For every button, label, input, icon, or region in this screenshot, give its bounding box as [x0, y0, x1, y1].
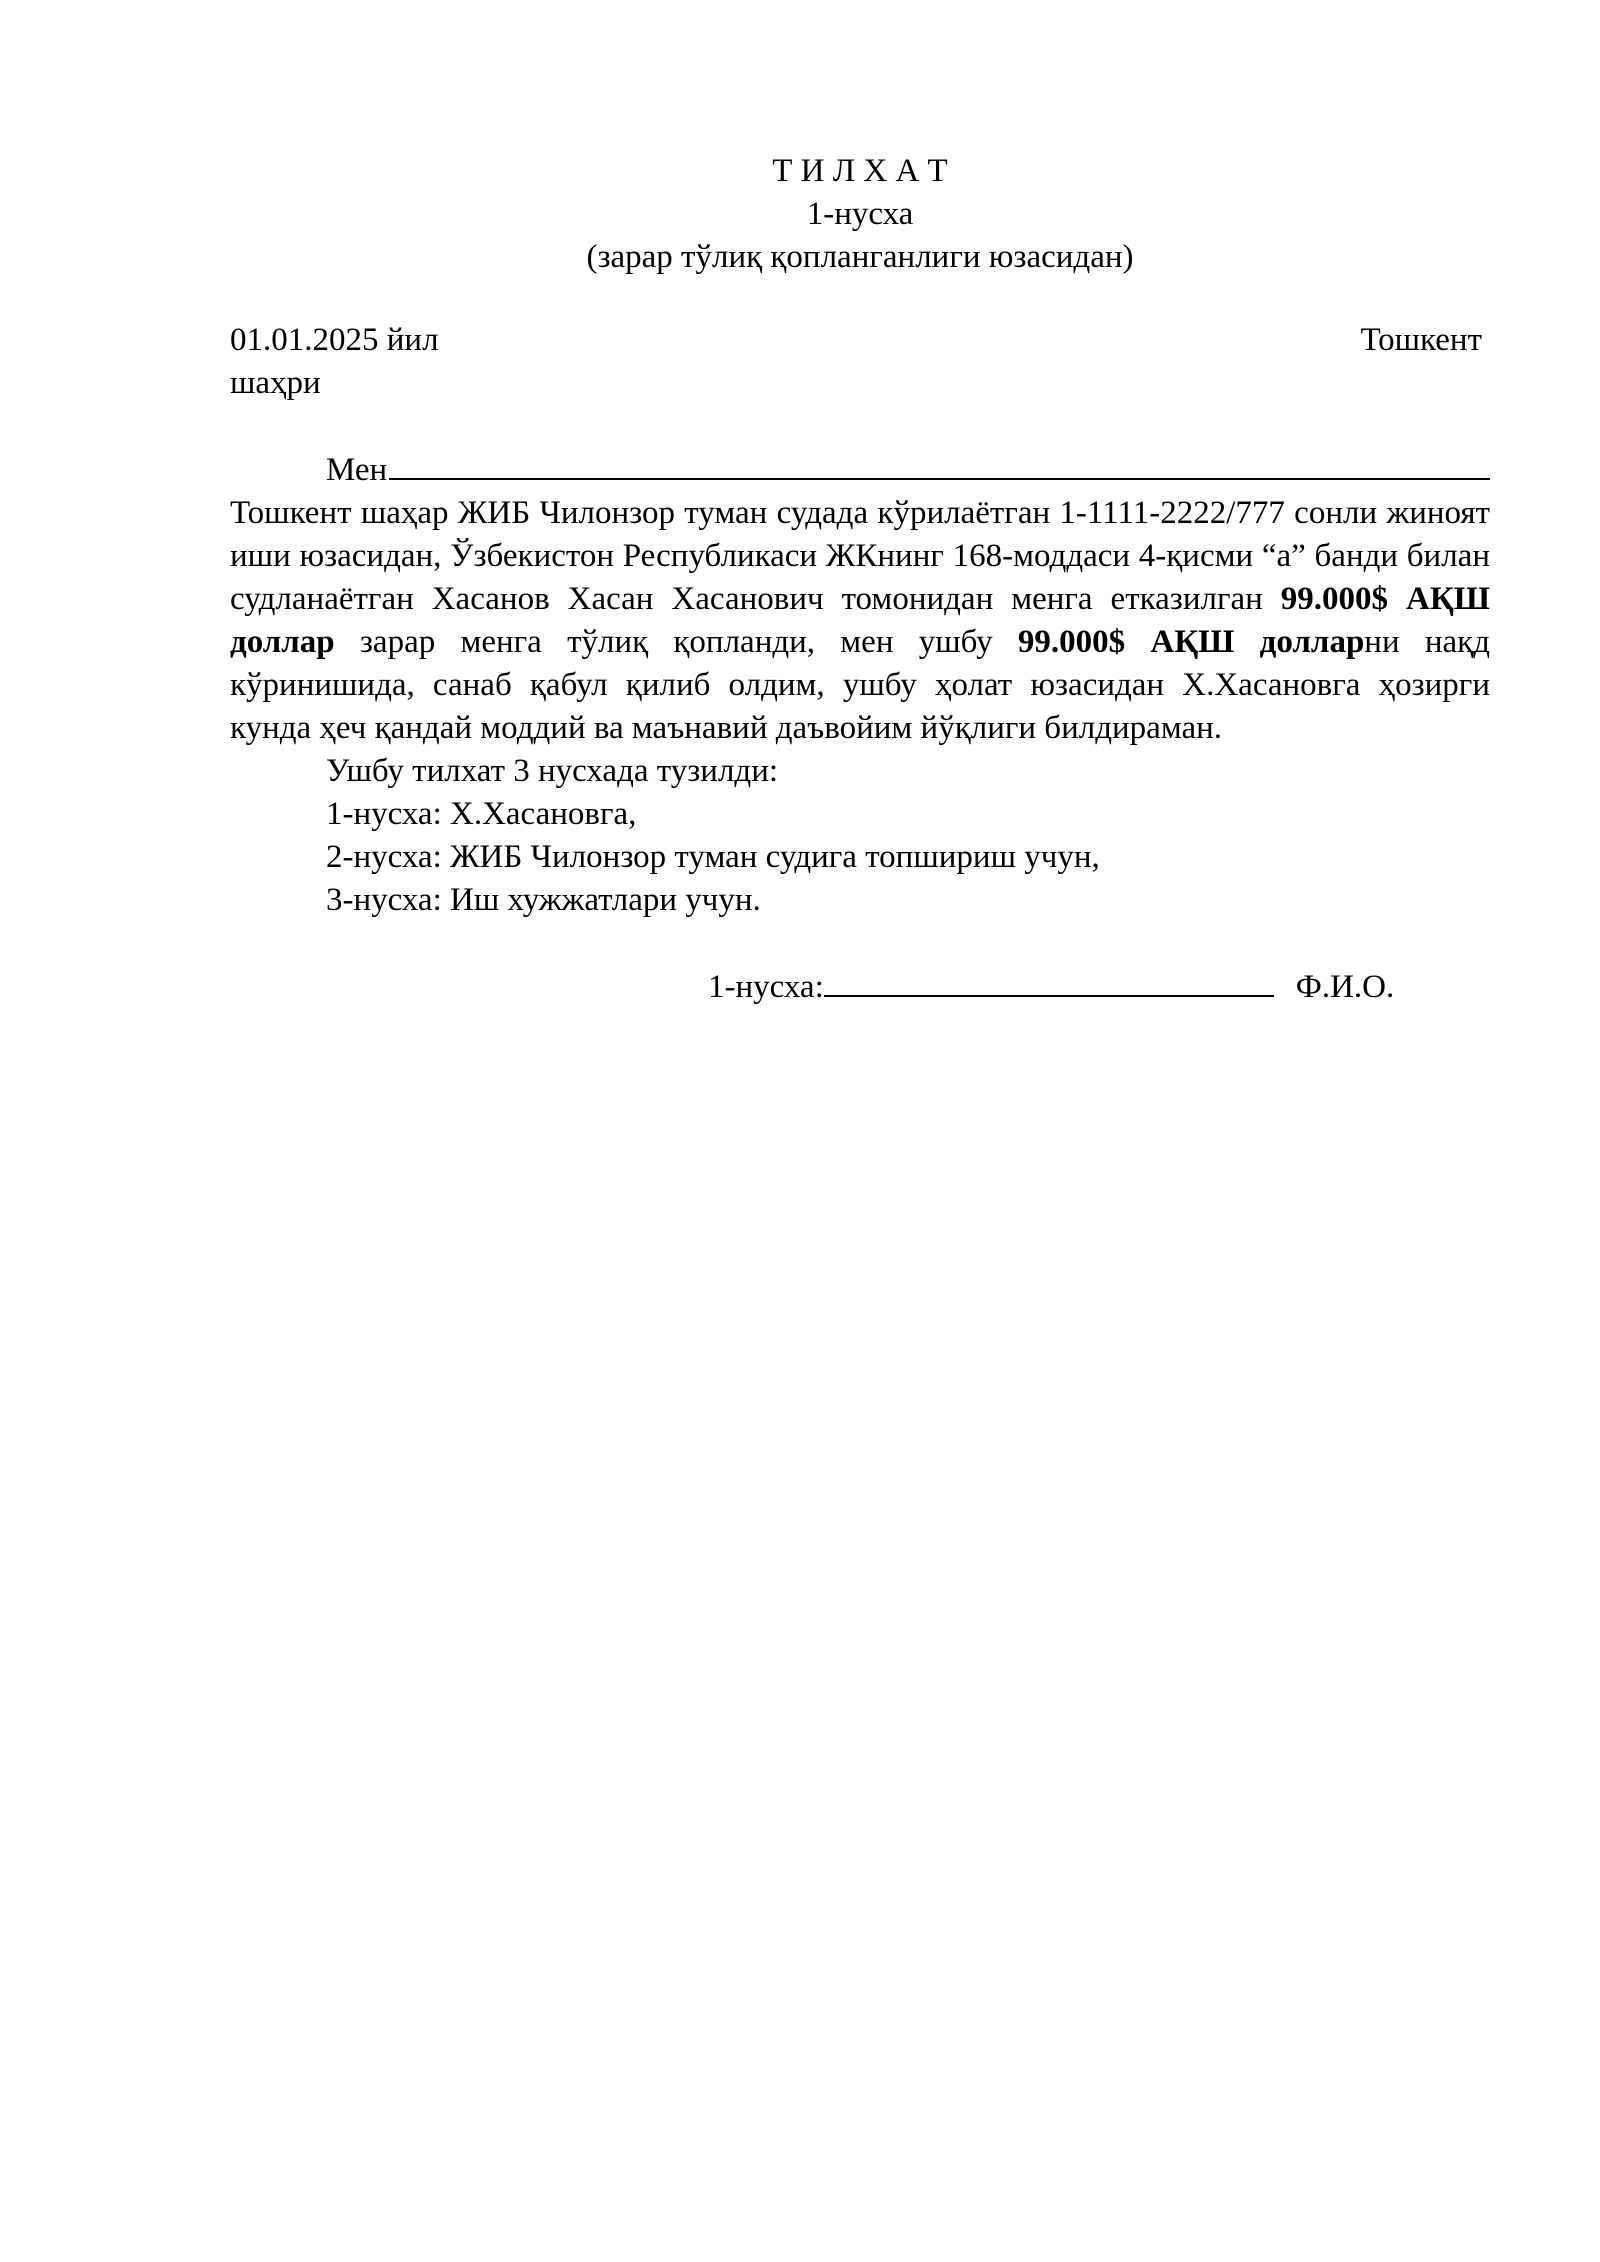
body-text-3: ни нақд кўринишида, санаб қабул қилиб олдим, ушбу ҳолат юзасидан Х.Хасановга ҳозирги кунда ҳеч қандай моддий ва маънавий даъвойим йўқлиги билдираман. — [230, 624, 1490, 746]
amount-2: 99.000$ АҚШ доллар — [1017, 624, 1365, 660]
copy-number: 1-нусха — [806, 196, 914, 232]
date-place-row — [230, 319, 1482, 362]
document-subtitle: (зарар тўлиқ қопланганлиги юзасидан) — [586, 239, 1134, 275]
body-text-2: зарар менга тўлиқ қопланди, мен ушбу — [334, 624, 1018, 660]
copy-1-line: 1-нусха: Х.Хасановга, — [326, 796, 637, 832]
document-date: 01.01.2025 йил — [230, 322, 439, 358]
signature-label: 1-нусха: — [708, 969, 824, 1005]
signature-name-label: Ф.И.О. — [1295, 969, 1395, 1005]
title-block — [230, 150, 1490, 279]
city-suffix: шаҳри — [230, 365, 321, 401]
city-name: Тошкент — [1360, 322, 1482, 358]
body-text-1: Тошкент шаҳар ЖИБ Чилонзор туман судада кўрилаётган 1-1111-2222/777 сонли жиноят иши юзасидан, Ўзбекистон Республикаси ЖКнинг 168-моддаси 4-қисми “а” банди билан судланаётган Хасанов Хасан Хасанович томонидан менга етказилган — [230, 495, 1490, 617]
copy-2-line: 2-нусха: ЖИБ Чилонзор туман судига топшириш учун, — [326, 839, 1100, 875]
document-title: Т И Л Х А Т — [772, 153, 948, 189]
signature-block — [230, 965, 1490, 1009]
declarant-line — [230, 448, 1490, 492]
document-page — [230, 150, 1490, 1009]
copies-intro: Ушбу тилхат 3 нусхада тузилди: — [326, 753, 779, 789]
signature-blank — [824, 965, 1274, 997]
declarant-name-blank — [389, 448, 1490, 480]
copy-3-line: 3-нусха: Иш хужжатлари учун. — [326, 882, 761, 918]
men-label: Мен — [326, 452, 388, 488]
main-paragraph — [230, 492, 1490, 750]
amount-1: 99.000$ АҚШ доллар — [230, 581, 1491, 660]
